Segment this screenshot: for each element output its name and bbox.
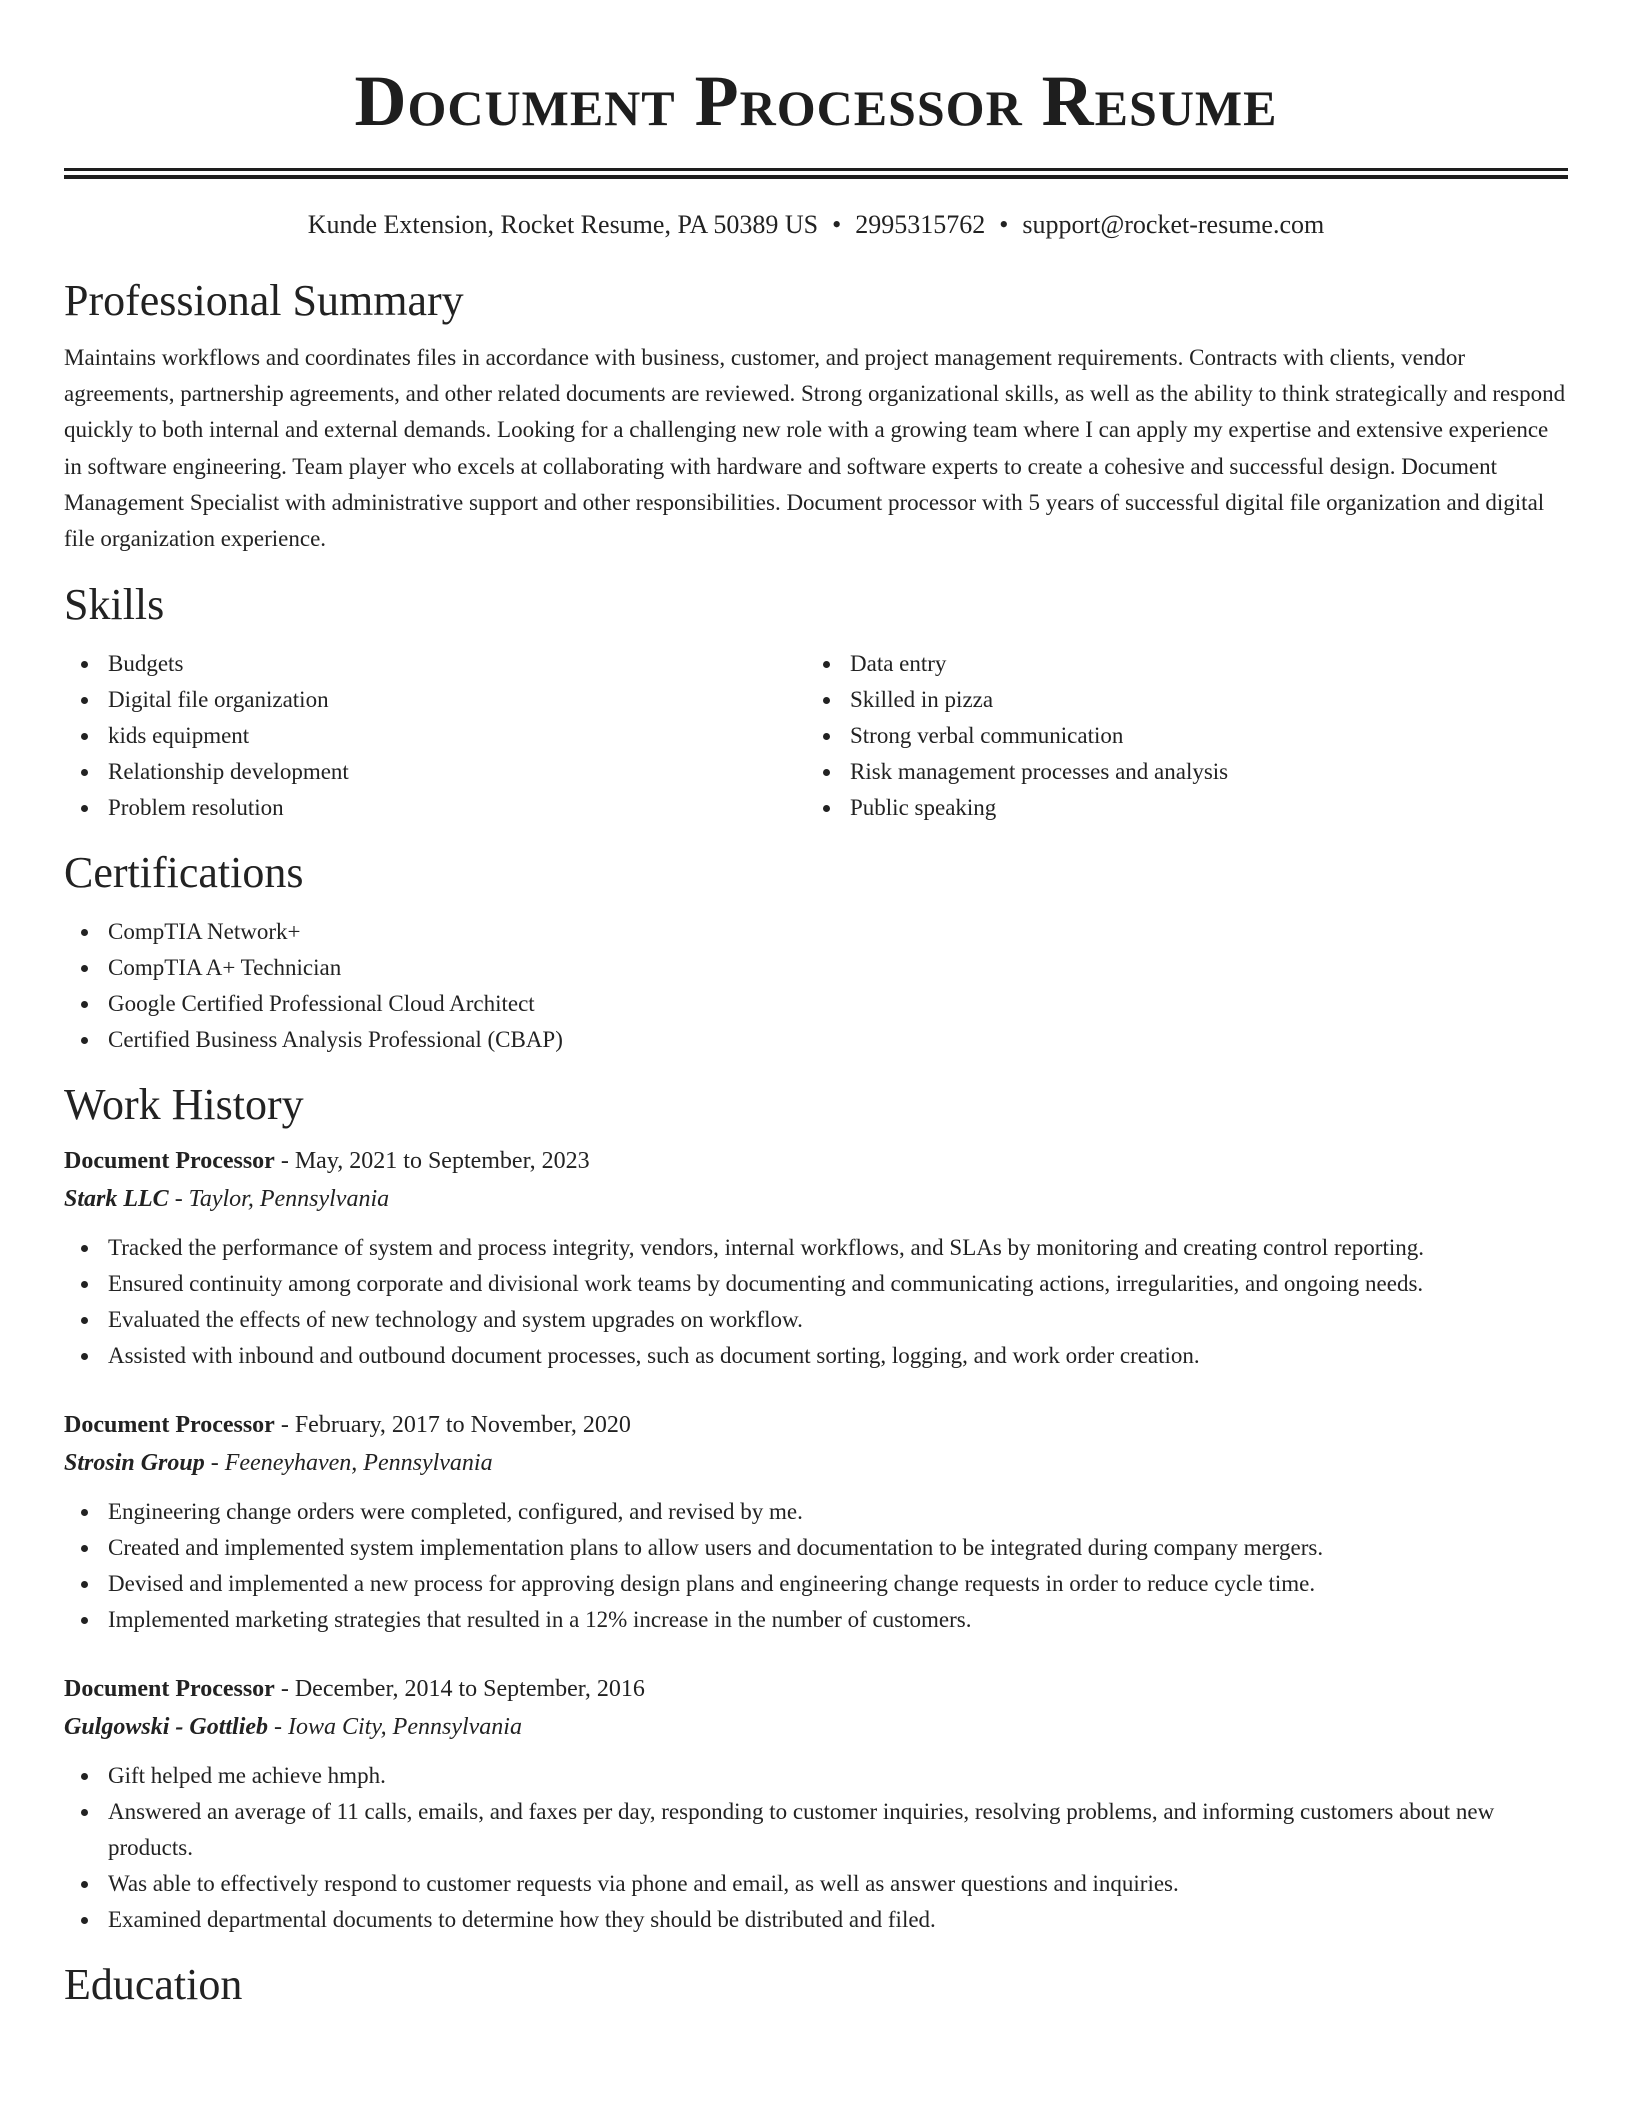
job-location: - Feeneyhaven, Pennsylvania (210, 1450, 493, 1477)
job-header (64, 1406, 1568, 1444)
page-title: Document Processor Resume (354, 61, 1278, 141)
job-dates: - December, 2014 to September, 2016 (280, 1676, 645, 1703)
title-divider (64, 168, 1568, 179)
job-dates: - May, 2021 to September, 2023 (280, 1148, 590, 1175)
job-location: - Iowa City, Pennsylvania (274, 1714, 522, 1741)
job-title: Document Processor (64, 1676, 275, 1703)
certifications-list (64, 914, 1568, 1058)
section-title-work-history: Work History (64, 1080, 304, 1130)
job-duties-list (64, 1494, 1568, 1638)
contact-line (64, 209, 1568, 241)
job-company-line (64, 1708, 1568, 1746)
section-title-summary: Professional Summary (64, 276, 464, 325)
section-title-skills: Skills (64, 580, 165, 630)
skill-item: Public speaking (806, 790, 1548, 826)
contact-separator: • (832, 210, 842, 239)
skill-item: Skilled in pizza (806, 682, 1548, 718)
certification-item: Certified Business Analysis Professional (CBAP) (64, 1022, 1568, 1058)
job-duty: Created and implemented system implementation plans to allow users and documentation to be integrated during company mergers. (64, 1530, 1568, 1566)
job-duty: Evaluated the effects of new technology and system upgrades on workflow. (64, 1302, 1568, 1338)
job-entry (64, 1142, 1568, 1374)
section-title-education: Education (64, 1960, 243, 2010)
job-company: Gulgowski - Gottlieb (64, 1714, 269, 1741)
contact-phone: 2995315762 (855, 210, 986, 239)
job-duty: Implemented marketing strategies that resulted in a 12% increase in the number of customers. (64, 1602, 1568, 1638)
job-header (64, 1670, 1568, 1708)
job-duty: Examined departmental documents to determine how they should be distributed and filed. (64, 1902, 1568, 1938)
job-company: Stark LLC (64, 1186, 169, 1213)
skill-item: Budgets (64, 646, 806, 682)
skill-item: Risk management processes and analysis (806, 754, 1548, 790)
certification-item: CompTIA A+ Technician (64, 950, 1568, 986)
job-duty: Devised and implemented a new process for approving design plans and engineering change requests in order to reduce cycle time. (64, 1566, 1568, 1602)
job-duties-list (64, 1758, 1568, 1938)
certification-item: CompTIA Network+ (64, 914, 1568, 950)
skill-item: Relationship development (64, 754, 806, 790)
skills-grid (64, 646, 1568, 826)
section-title-certifications: Certifications (64, 848, 304, 898)
skills-list-right (806, 646, 1548, 826)
certification-item: Google Certified Professional Cloud Architect (64, 986, 1568, 1022)
job-duty: Assisted with inbound and outbound document processes, such as document sorting, logging, and work order creation. (64, 1338, 1568, 1374)
summary-text: Maintains workflows and coordinates files in accordance with business, customer, and project management requirements. Contracts with clients, vendor agreements, partnership agreements, and other related documents are reviewed. Strong organizational skills, as well as the ability to think strategically and respond quickly to both internal and external demands. Looking for a challenging new role with a growing team where I can apply my expertise and extensive experience in software engineering. Team player who excels at collaborating with hardware and software experts to create a cohesive and successful design. Document Management Specialist with administrative support and other responsibilities. Document processor with 5 years of successful digital file organization and digital file organization experience. (64, 345, 1566, 552)
job-header (64, 1142, 1568, 1180)
job-duty: Ensured continuity among corporate and divisional work teams by documenting and communicating actions, irregularities, and ongoing needs. (64, 1266, 1568, 1302)
job-company-line (64, 1180, 1568, 1218)
skill-item: kids equipment (64, 718, 806, 754)
job-entry (64, 1406, 1568, 1638)
skills-list-left (64, 646, 806, 826)
job-title: Document Processor (64, 1148, 275, 1175)
job-title: Document Processor (64, 1412, 275, 1439)
contact-separator: • (999, 210, 1009, 239)
job-company: Strosin Group (64, 1450, 205, 1477)
job-duty: Engineering change orders were completed, configured, and revised by me. (64, 1494, 1568, 1530)
resume-page (64, 0, 1568, 2010)
skill-item: Digital file organization (64, 682, 806, 718)
job-duties-list (64, 1230, 1568, 1374)
contact-address: Kunde Extension, Rocket Resume, PA 50389 US (307, 210, 819, 239)
job-duty: Tracked the performance of system and process integrity, vendors, internal workflows, and SLAs by monitoring and creating control reporting. (64, 1230, 1568, 1266)
job-location: - Taylor, Pennsylvania (174, 1186, 390, 1213)
job-dates: - February, 2017 to November, 2020 (280, 1412, 631, 1439)
job-company-line (64, 1444, 1568, 1482)
skill-item: Problem resolution (64, 790, 806, 826)
skill-item: Strong verbal communication (806, 718, 1548, 754)
job-duty: Was able to effectively respond to customer requests via phone and email, as well as answer questions and inquiries. (64, 1866, 1568, 1902)
skill-item: Data entry (806, 646, 1548, 682)
job-entry (64, 1670, 1568, 1938)
job-duty: Answered an average of 11 calls, emails, and faxes per day, responding to customer inquiries, resolving problems, and informing customers about new products. (64, 1794, 1568, 1866)
contact-email: support@rocket-resume.com (1022, 210, 1325, 239)
job-duty: Gift helped me achieve hmph. (64, 1758, 1568, 1794)
